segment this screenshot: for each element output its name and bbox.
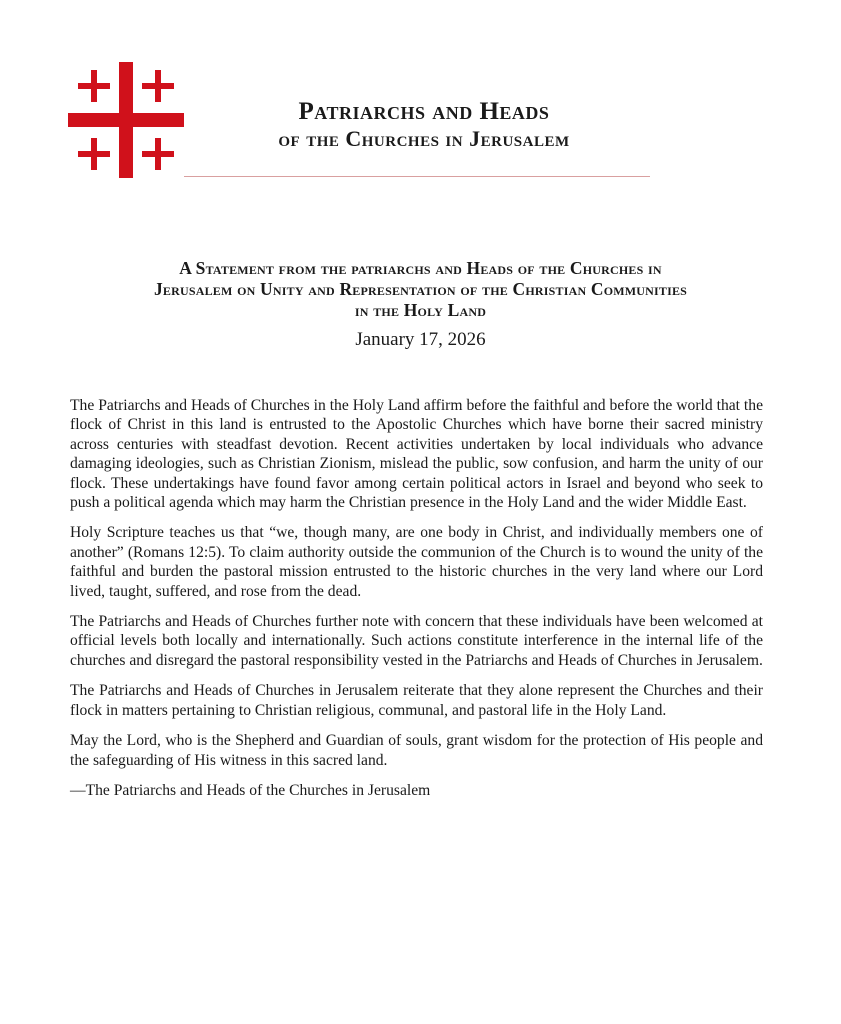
paragraph: The Patriarchs and Heads of Churches in the Holy Land affirm before the faithful and before the world that the flock of Christ in this land is entrusted to the Apostolic Churches which have borne their sacred ministry across centuries with steadfast devotion. Recent activities undertaken by local individuals who advance damaging ideologies, such as Christian Zionism, mislead the public, sow confusion, and harm the unity of our flock. These undertakings have found favor among certain political actors in Israel and beyond who seek to push a political agenda which may harm the Christian presence in the Holy Land and the wider Middle East. [70,397,763,512]
statement-title-line2: Jerusalem on Unity and Representation of the Christian Communities [153,279,688,299]
statement-title-line1: A Statement from the patriarchs and Heads of the Churches in [179,258,662,278]
header-divider [184,176,650,177]
organization-title-line1: Patriarchs and Heads [298,98,550,125]
statement-date: January 17, 2026 [355,329,486,350]
signature: —The Patriarchs and Heads of the Churches in Jerusalem [70,781,431,799]
paragraph: May the Lord, who is the Shepherd and Guardian of souls, grant wisdom for the protection of His people and the safeguarding of His witness in this sacred land. [70,732,763,769]
statement-title-line3: in the Holy Land [354,300,487,320]
paragraph: The Patriarchs and Heads of Churches in Jerusalem reiterate that they alone represent the Churches and their flock in matters pertaining to Christian religious, communal, and pastoral life in the Holy Land. [70,682,763,719]
paragraph: The Patriarchs and Heads of Churches further note with concern that these individuals have been welcomed at official levels both locally and internationally. Such actions constitute interference in the internal life of the churches and disregard the pastoral responsibility vested in the Patriarchs and Heads of Churches in Jerusalem. [70,613,763,669]
jerusalem-cross-icon [68,62,184,178]
organization-title [184,98,664,152]
paragraph: Holy Scripture teaches us that “we, though many, are one body in Christ, and individually members one of another” (Romans 12:5). To claim authority outside the communion of the Church is to wound the unity of the faithful and burden the pastoral mission entrusted to the historic churches in the very land where our Lord lived, taught, suffered, and rose from the dead. [70,524,763,600]
statement-body [70,396,763,811]
organization-title-line2: of the Churches in Jerusalem [278,126,570,151]
statement-title [60,258,781,321]
